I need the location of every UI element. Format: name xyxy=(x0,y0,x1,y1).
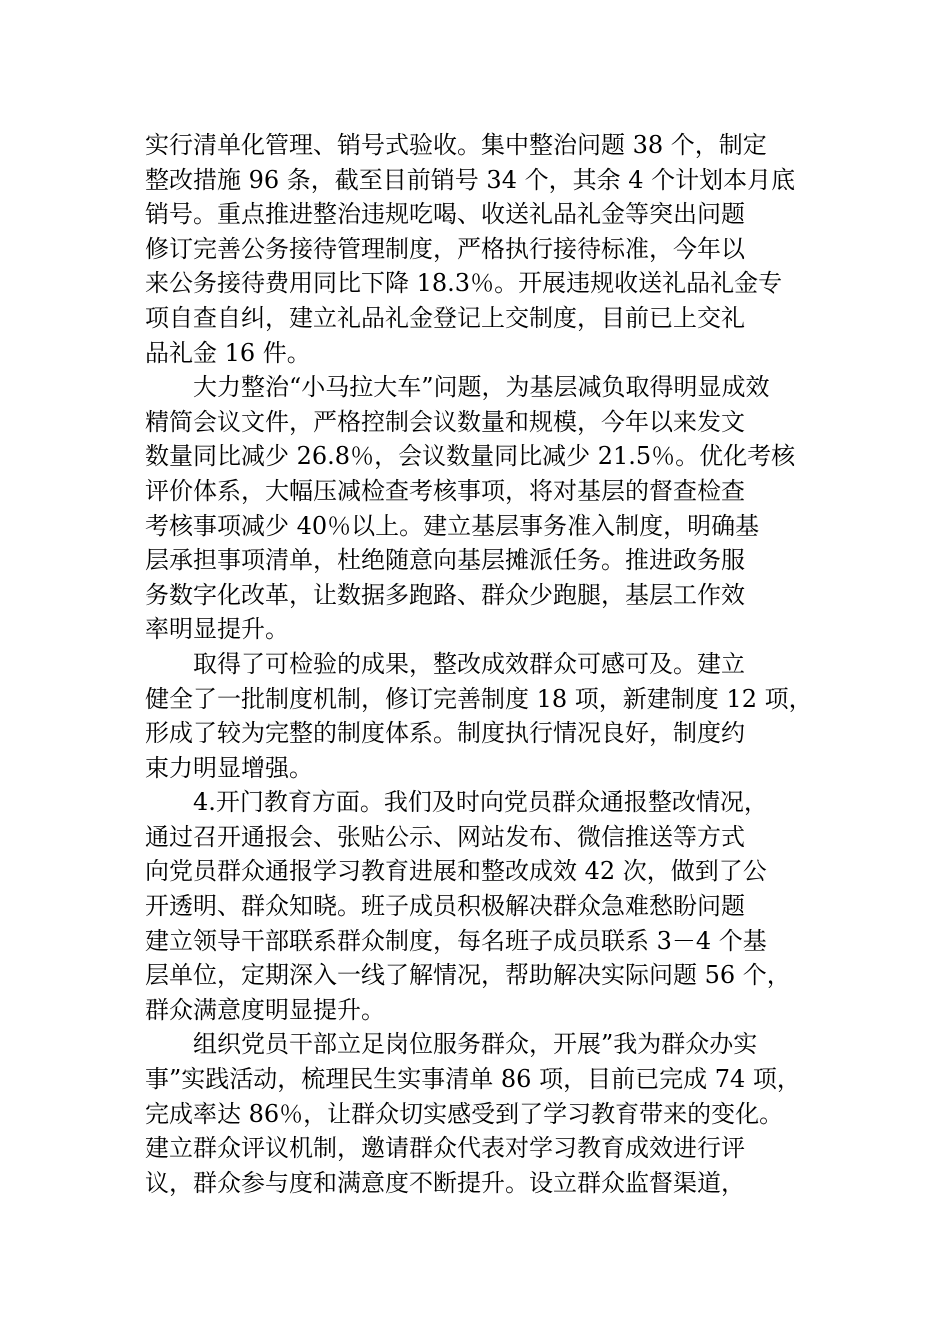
text-line: 层承担事项清单，杜绝随意向基层摊派任务。推进政务服 xyxy=(145,546,745,575)
text-line: 事”实践活动，梳理民生实事清单 86 项，目前已完成 74 项， xyxy=(145,1065,801,1094)
text-line: 品礼金 16 件。 xyxy=(145,338,311,367)
text-line: 实行清单化管理、销号式验收。集中整治问题 38 个，制定 xyxy=(145,131,767,159)
text-line: 精简会议文件，严格控制会议数量和规模，今年以来发文 xyxy=(145,407,745,436)
paragraph-first-line: 组织党员干部立足岗位服务群众，开展”我为群众办实 xyxy=(193,1030,758,1059)
text-line: 建立领导干部联系群众制度，每名班子成员联系 3－4 个基 xyxy=(145,926,767,955)
text-line: 务数字化改革，让数据多跑路、群众少跑腿，基层工作效 xyxy=(145,580,745,609)
text-line: 来公务接待费用同比下降 18.3％。开展违规收送礼品礼金专 xyxy=(145,269,783,298)
text-line: 率明显提升。 xyxy=(145,615,289,644)
text-line: 销号。重点推进整治违规吃喝、收送礼品礼金等突出问题 xyxy=(145,200,745,229)
paragraph-first-line: 大力整治“小马拉大车”问题，为基层减负取得明显成效 xyxy=(193,373,770,402)
text-line: 整改措施 96 条，截至目前销号 34 个，其余 4 个计划本月底 xyxy=(145,165,796,194)
paragraph-first-line: 4.开门教育方面。我们及时向党员群众通报整改情况， xyxy=(193,788,768,817)
text-line: 数量同比减少 26.8％，会议数量同比减少 21.5％。优化考核 xyxy=(145,442,796,471)
text-line: 健全了一批制度机制，修订完善制度 18 项，新建制度 12 项， xyxy=(145,684,813,713)
text-line: 束力明显增强。 xyxy=(145,753,313,782)
text-line: 完成率达 86％，让群众切实感受到了学习教育带来的变化。 xyxy=(145,1099,784,1128)
text-line: 评价体系，大幅压减检查考核事项，将对基层的督查检查 xyxy=(145,476,745,505)
paragraph-first-line: 取得了可检验的成果，整改成效群众可感可及。建立 xyxy=(193,649,745,678)
text-line: 向党员群众通报学习教育进展和整改成效 42 次，做到了公 xyxy=(145,857,767,886)
text-line: 通过召开通报会、张贴公示、网站发布、微信推送等方式 xyxy=(145,822,745,851)
document-body xyxy=(145,128,845,1200)
text-line: 建立群众评议机制，邀请群众代表对学习教育成效进行评 xyxy=(145,1134,745,1163)
text-line: 议，群众参与度和满意度不断提升。设立群众监督渠道， xyxy=(145,1168,745,1197)
text-line: 形成了较为完整的制度体系。制度执行情况良好，制度约 xyxy=(145,719,745,748)
text-line: 考核事项减少 40％以上。建立基层事务准入制度，明确基 xyxy=(145,511,760,540)
text-line: 项自查自纠，建立礼品礼金登记上交制度，目前已上交礼 xyxy=(145,303,745,332)
text-line: 开透明、群众知晓。班子成员积极解决群众急难愁盼问题 xyxy=(145,892,745,921)
text-line: 群众满意度明显提升。 xyxy=(145,995,385,1024)
text-line: 修订完善公务接待管理制度，严格执行接待标准，今年以 xyxy=(145,234,745,263)
text-line: 层单位，定期深入一线了解情况，帮助解决实际问题 56 个， xyxy=(145,961,791,990)
